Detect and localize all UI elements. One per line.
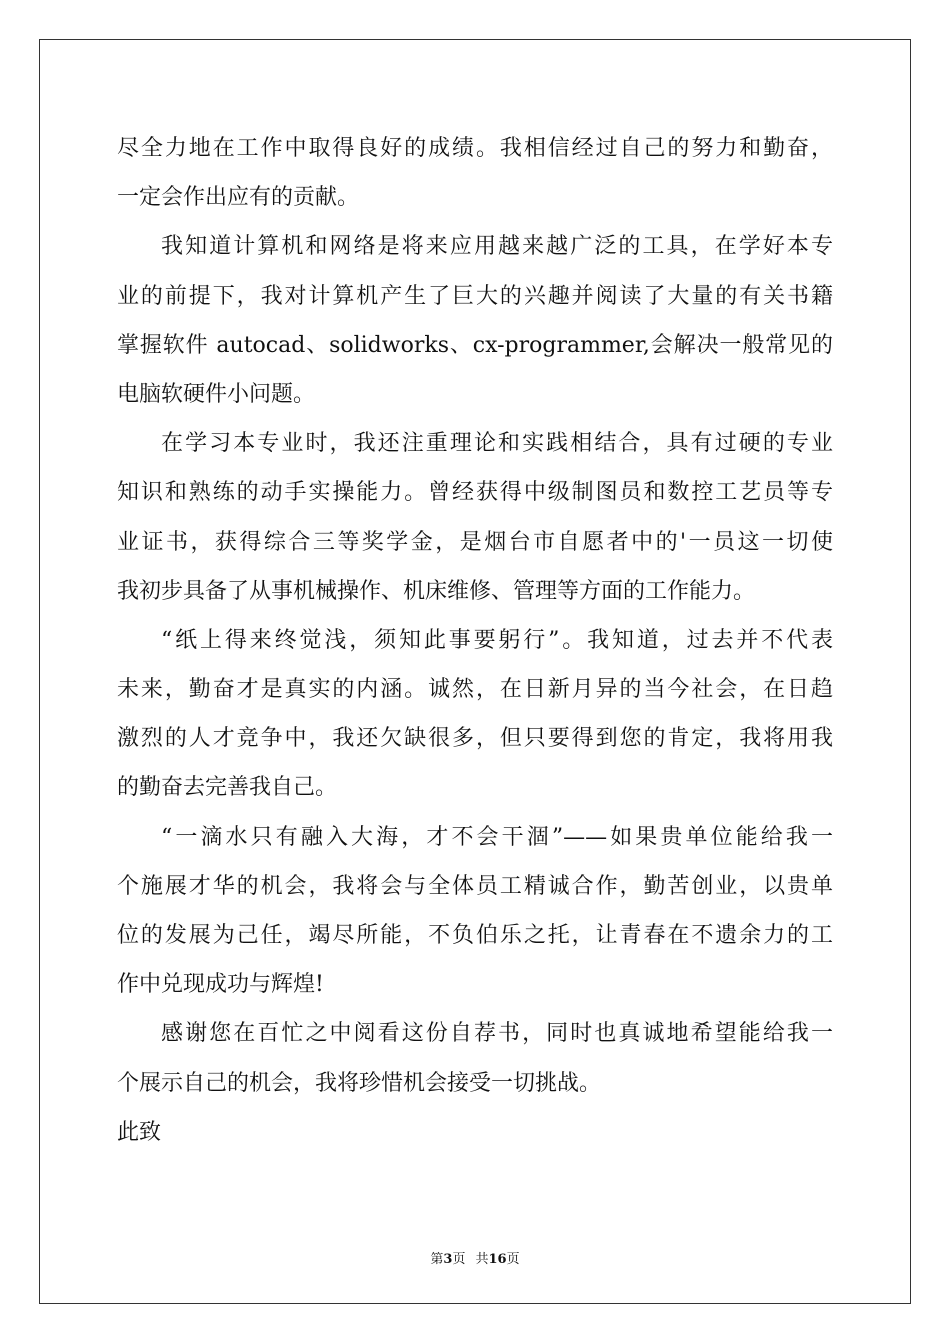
page-footer (0, 1248, 950, 1267)
total-prefix: 共 (475, 1252, 489, 1267)
text-line: 业证书，获得综合三等奖学金，是烟台市自愿者中的'一员这一切使 (117, 529, 833, 555)
text-line: 掌握软件 autocad、solidworks、cx-programmer,会解决一般常见的 (117, 332, 833, 358)
total-pages: 16 (488, 1252, 507, 1267)
text-line: “一滴水只有融入大海，才不会干涸”——如果贵单位能给我一 (161, 824, 833, 850)
text-line: 未来，勤奋才是真实的内涵。诚然，在日新月异的当今社会，在日趋 (117, 677, 833, 703)
text-line: 尽全力地在工作中取得良好的成绩。我相信经过自己的努力和勤奋， (117, 136, 833, 161)
text-line: 在学习本专业时，我还注重理论和实践相结合，具有过硬的专业 (161, 431, 833, 457)
text-line: 感谢您在百忙之中阅看这份自荐书，同时也真诚地希望能给我一 (161, 1021, 833, 1047)
text-line: 个展示自己的机会，我将珍惜机会接受一切挑战。 (117, 1070, 602, 1096)
page-prefix: 第 (430, 1252, 444, 1267)
text-line: 个施展才华的机会，我将会与全体员工精诚合作，勤苦创业，以贵单 (117, 873, 833, 899)
total-suffix: 页 (506, 1252, 520, 1267)
text-line: 位的发展为己任，竭尽所能，不负伯乐之托，让青春在不遗余力的工 (117, 923, 833, 948)
text-line: “纸上得来终觉浅，须知此事要躬行”。我知道，过去并不代表 (161, 627, 833, 653)
text-line: 我知道计算机和网络是将来应用越来越广泛的工具，在学好本专 (161, 234, 833, 260)
page-number: 3 (443, 1252, 453, 1267)
page-suffix: 页 (452, 1252, 466, 1267)
text-line: 业的前提下，我对计算机产生了巨大的兴趣并阅读了大量的有关书籍 (117, 283, 833, 309)
text-line: 的勤奋去完善我自己。 (117, 775, 338, 801)
text-line: 一定会作出应有的贡献。 (117, 185, 360, 211)
text-line: 电脑软硬件小问题。 (117, 381, 316, 407)
text-line: 知识和熟练的动手实操能力。曾经获得中级制图员和数控工艺员等专 (117, 480, 833, 506)
document-body (117, 124, 833, 1157)
text-line: 此致 (117, 1119, 162, 1145)
text-line: 激烈的人才竞争中，我还欠缺很多，但只要得到您的肯定，我将用我 (117, 726, 833, 752)
text-line: 我初步具备了从事机械操作、机床维修、管理等方面的工作能力。 (117, 578, 756, 604)
text-line: 作中兑现成功与辉煌! (117, 972, 324, 998)
